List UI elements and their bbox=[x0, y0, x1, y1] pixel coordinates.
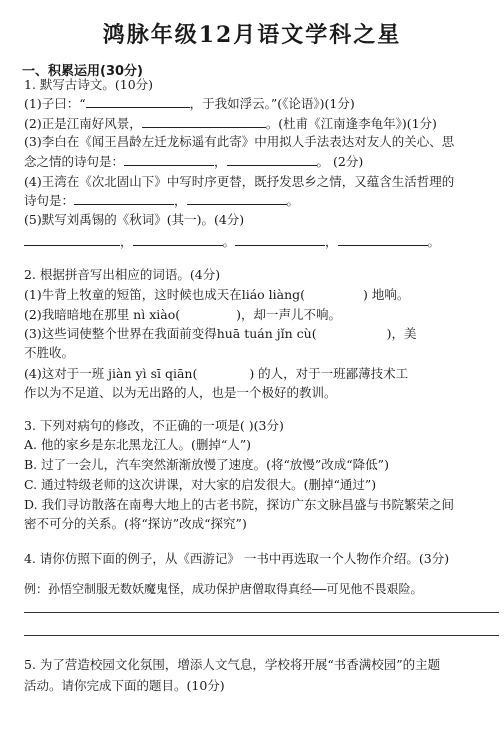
q2-item-2 bbox=[24, 307, 341, 323]
q5-line1: 5. 为了营造校园文化氛围，增添人文气息，学校将开展“书香满校园”的主题 bbox=[24, 657, 441, 672]
q3-option-a[interactable]: A. 他的家乡是东北黑龙江人。(删掉“人”) bbox=[24, 437, 252, 452]
q1-item-3-line2 bbox=[24, 153, 363, 170]
answer-line[interactable] bbox=[24, 612, 499, 613]
q1-item-5-heading: (5)默写刘禹锡的《秋词》(其一)。(4分) bbox=[24, 212, 245, 227]
answer-blank[interactable] bbox=[338, 233, 428, 246]
q1-item-3-prefix: 念之情的诗句是： bbox=[24, 154, 125, 169]
q2-item-1 bbox=[24, 287, 409, 303]
answer-line[interactable] bbox=[24, 635, 499, 636]
separator: 。 bbox=[222, 234, 236, 249]
q1-item-4-line2 bbox=[24, 192, 299, 209]
q3-option-d[interactable]: D. 我们寻访散落在南粤大地上的古老书院，探访广东文脉昌盛与书院繁荣之间 bbox=[24, 497, 455, 512]
q1-item-4-line1: (4)王湾在《次北固山下》中写时序更替，既抒发思乡之情，又蕴含生活哲理的 bbox=[24, 174, 455, 189]
q5-line2: 活动。请你完成下面的题目。(10分) bbox=[24, 678, 225, 693]
q1-heading: 1. 默写古诗文。(10分) bbox=[24, 77, 154, 92]
page-title: 鸿脉年级12月语文学科之星 bbox=[102, 22, 402, 48]
q1-item-4-suffix: 。 bbox=[286, 193, 300, 208]
q2-item-4 bbox=[24, 366, 408, 382]
q2-item-2-prefix: (2)我暗暗地在那里 nì xiào( bbox=[24, 307, 181, 322]
q2-item-4-line2: 作以为不足道、以为无出路的人，也是一个极好的教训。 bbox=[24, 385, 337, 400]
separator: 。 bbox=[427, 234, 441, 249]
q3-option-c[interactable]: C. 通过特级老师的这次讲课，对大家的启发很大。(删掉“通过”) bbox=[24, 477, 377, 492]
q1-item-3-suffix: 。 (2分) bbox=[316, 154, 364, 169]
q2-item-3-line2: 不胜收。 bbox=[24, 345, 75, 360]
q1-item-4-prefix: 诗句是： bbox=[24, 193, 75, 208]
q1-item-1-suffix: ，于我如浮云。”(《论语》)(1分) bbox=[189, 96, 355, 111]
q1-item-1-prefix: (1)子曰：“ bbox=[24, 96, 86, 111]
section-heading: 一、积累运用(30分) bbox=[22, 64, 143, 79]
answer-blank[interactable] bbox=[227, 153, 317, 166]
q3-option-d-line2: 密不可分的关系。(将“探访”改成“探究”) bbox=[24, 516, 247, 531]
q2-item-1-prefix: (1)牛背上牧童的短笛，这时候也成天在liáo liàng( bbox=[24, 287, 306, 302]
answer-blank[interactable] bbox=[86, 95, 190, 108]
q1-item-4-comma: ， bbox=[174, 193, 187, 208]
q4-example: 例：孙悟空制服无数妖魔鬼怪，成功保护唐僧取得真经——可见他不畏艰险。 bbox=[24, 582, 423, 596]
q2-heading: 2. 根据拼音写出相应的词语。(4分) bbox=[24, 267, 221, 282]
q2-item-1-suffix: ) 地响。 bbox=[363, 287, 410, 302]
q1-item-5-blanks bbox=[24, 233, 440, 250]
q1-item-3-line1: (3)李白在《闻王昌龄左迁龙标遥有此寄》中用拟人手法表达对友人的关心、思 bbox=[24, 134, 455, 149]
q2-item-3 bbox=[24, 326, 417, 342]
q1-item-1 bbox=[24, 95, 355, 112]
q2-item-2-suffix: )，却一声儿不响。 bbox=[236, 307, 341, 322]
q3-heading: 3. 下列对病句的修改，不正确的一项是( )(3分) bbox=[24, 418, 284, 433]
separator: ， bbox=[325, 234, 338, 249]
answer-blank[interactable] bbox=[24, 233, 120, 246]
separator: ， bbox=[120, 234, 133, 249]
answer-blank[interactable] bbox=[187, 192, 287, 205]
q4-heading: 4. 请你仿照下面的例子，从《西游记》 一书中再选取一个人物作介绍。(3分) bbox=[24, 551, 450, 566]
q1-item-2-suffix: 。(杜甫《江南逢李龟年》)(1分) bbox=[265, 116, 437, 131]
answer-blank[interactable] bbox=[124, 153, 214, 166]
answer-blank[interactable] bbox=[74, 192, 174, 205]
q1-item-2-prefix: (2)正是江南好风景， bbox=[24, 116, 142, 131]
q2-item-3-prefix: (3)这些词使整个世界在我面前变得huā tuán jǐn cù( bbox=[24, 326, 317, 341]
q1-item-3-comma: ， bbox=[214, 154, 227, 169]
q2-item-3-suffix: )，美 bbox=[386, 326, 417, 341]
answer-blank[interactable] bbox=[142, 115, 266, 128]
answer-blank[interactable] bbox=[133, 233, 223, 246]
answer-blank[interactable] bbox=[235, 233, 325, 246]
q2-item-4-suffix: ) 的人，对于一班鄙薄技术工 bbox=[249, 366, 409, 381]
q1-item-2 bbox=[24, 115, 437, 132]
q3-option-b[interactable]: B. 过了一会儿，汽车突然渐渐放慢了速度。(将“放慢”改成“降低”) bbox=[24, 457, 389, 472]
q2-item-4-prefix: (4)这对于一班 jiàn yì sī qiān( bbox=[24, 366, 198, 381]
